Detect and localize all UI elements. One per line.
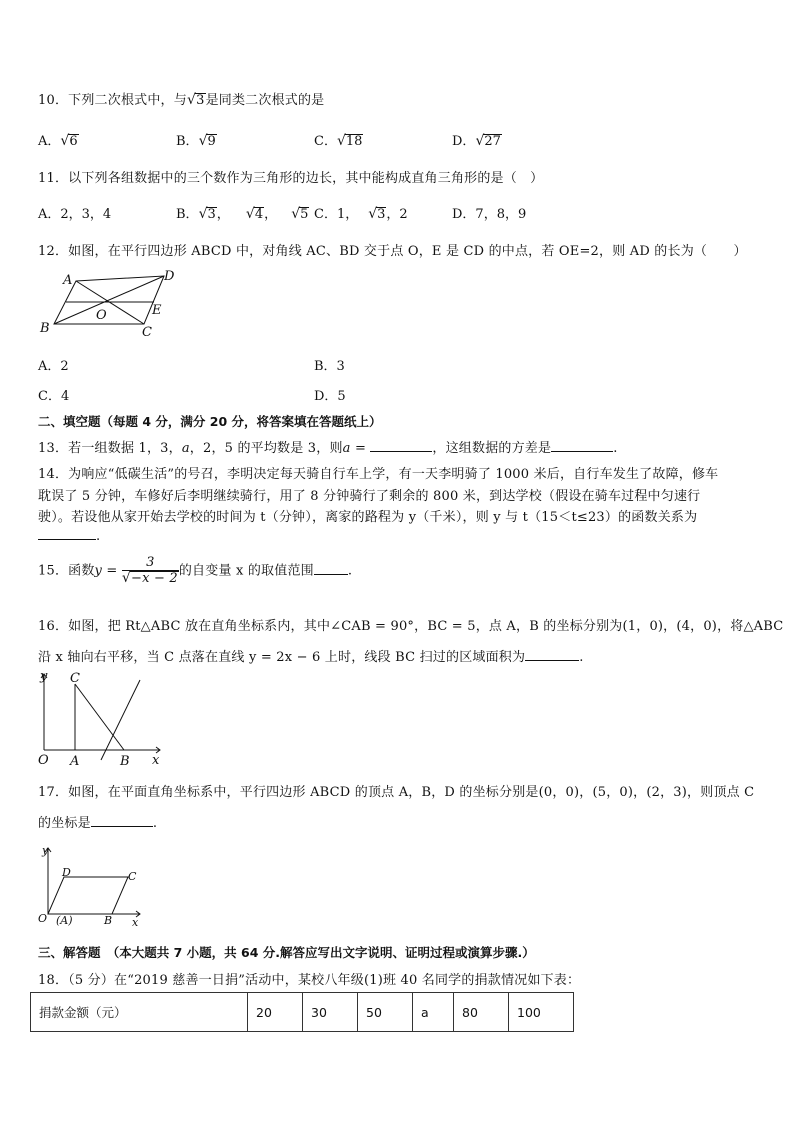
q11-option-d: D．7，8，9	[452, 207, 527, 222]
label-c: C	[142, 325, 152, 340]
q11-option-b: B．√3， √4， √5	[176, 206, 309, 222]
q11-stem: 11．以下列各组数据中的三个数作为三角形的边长，其中能构成直角三角形的是（ ）	[38, 171, 544, 186]
q11-option-c: C．1， √3，2	[314, 206, 408, 222]
q12-option-a: A．2	[38, 359, 69, 374]
label-c: C	[128, 870, 137, 883]
label-b: B	[40, 321, 50, 336]
table-cell: a	[413, 993, 454, 1032]
q10-option-c: C．√18	[314, 133, 363, 149]
q15-answer-blank	[314, 562, 348, 575]
table-cell: 20	[248, 993, 303, 1032]
section-3-heading: 三、解答题 （本大题共 7 小题，共 64 分.解答应写出文字说明、证明过程或演算步骤.）	[38, 945, 535, 960]
q12-option-d: D．5	[314, 389, 346, 404]
donation-table	[30, 992, 574, 1032]
q16-answer-blank	[525, 648, 579, 661]
q10-stem: 10．下列二次根式中，与√3是同类二次根式的是	[38, 92, 325, 108]
parallelogram-abcd	[48, 877, 128, 914]
q16-line-1: 16．如图，把 Rt△ABC 放在直角坐标系内，其中∠CAB = 90°，BC = 5，点 A，B 的坐标分别为(1，0)，(4，0)，将△ABC	[38, 619, 784, 634]
q13-stem: 13．若一组数据 1，3，a，2，5 的平均数是 3，则a = ，这组数据的方差是 .	[38, 441, 618, 456]
q14-line-3: 驶）。若设他从家开始去学校的时间为 t（分钟），离家的路程为 y（千米），则 y 与 t（15＜t≤23）的函数关系为	[38, 510, 698, 525]
label-b: B	[104, 914, 113, 927]
label-a: (A)	[56, 914, 73, 927]
q15-stem: 15．函数y = $\frac{3}{√-x - 2}$ 的自变量 x 的取值范围 .	[38, 555, 353, 586]
q16-coordinate-figure	[36, 668, 166, 768]
table-cell: 30	[303, 993, 358, 1032]
label-b: B	[120, 754, 130, 768]
q12-option-b: B．3	[314, 359, 345, 374]
label-d: D	[164, 269, 175, 284]
table-row	[31, 993, 574, 1032]
label-o: O	[38, 912, 48, 925]
table-cell: 50	[358, 993, 413, 1032]
q18-stem: 18．（5 分）在“2019 慈善一日捐”活动中，某校八年级(1)班 40 名同学的捐款情况如下表：	[38, 973, 581, 988]
q11-option-a: A．2，3，4	[38, 207, 112, 222]
q12-stem: 12．如图，在平行四边形 ABCD 中，对角线 AC、BD 交于点 O，E 是 CD 的中点，若 OE=2，则 AD 的长为（ ）	[38, 244, 747, 259]
q16-line-2: 沿 x 轴向右平移，当 C 点落在直线 y = 2x − 6 上时，线段 BC 扫过的区域面积为 .	[38, 650, 584, 665]
label-y: y	[40, 669, 48, 684]
label-o: O	[96, 308, 107, 323]
section-2-heading: 二、填空题（每题 4 分，满分 20 分，将答案填在答题纸上）	[38, 414, 382, 429]
table-header-cell: 捐款金额（元）	[31, 993, 248, 1032]
q12-parallelogram-figure	[36, 266, 186, 342]
table-cell: 80	[454, 993, 509, 1032]
q10-option-d: D．√27	[452, 133, 501, 149]
label-a: A	[63, 273, 73, 288]
q15-fraction: $\frac{3}{√-x - 2}$	[121, 555, 178, 586]
q13-answer-blank-2	[551, 439, 613, 452]
label-y: y	[42, 844, 49, 857]
q10-option-a: A．√6	[38, 133, 78, 149]
q17-answer-blank	[91, 814, 153, 827]
label-e: E	[152, 303, 162, 318]
q17-line-2: 的坐标是 .	[38, 816, 158, 831]
label-x: x	[132, 916, 139, 928]
label-x: x	[152, 753, 160, 768]
q14-line-1: 14．为响应“低碳生活”的号召，李明决定每天骑自行车上学，有一天李明骑了 1000 米后，自行车发生了故障，修车	[38, 467, 719, 482]
label-a: A	[70, 754, 80, 768]
line-y-2x-6	[101, 680, 140, 760]
q13-answer-blank-1	[370, 439, 432, 452]
q17-line-1: 17．如图，在平面直角坐标系中，平行四边形 ABCD 的顶点 A，B，D 的坐标分别是(0，0)，(5，0)，(2，3)，则顶点 C	[38, 785, 755, 800]
label-d: D	[62, 866, 71, 879]
label-c: C	[70, 671, 80, 686]
q10-option-b: B．√9	[176, 133, 216, 149]
label-o: O	[38, 753, 49, 768]
q14-line-2: 耽误了 5 分钟，车修好后李明继续骑行，用了 8 分钟骑行了剩余的 800 米，到达学校（假设在骑车过程中匀速行	[38, 489, 701, 504]
q14-line-4: .	[38, 527, 100, 544]
table-cell: 100	[509, 993, 574, 1032]
q17-coordinate-figure	[36, 842, 146, 928]
q14-answer-blank	[38, 527, 96, 540]
q12-option-c: C．4	[38, 389, 70, 404]
segment-cb	[75, 684, 124, 750]
